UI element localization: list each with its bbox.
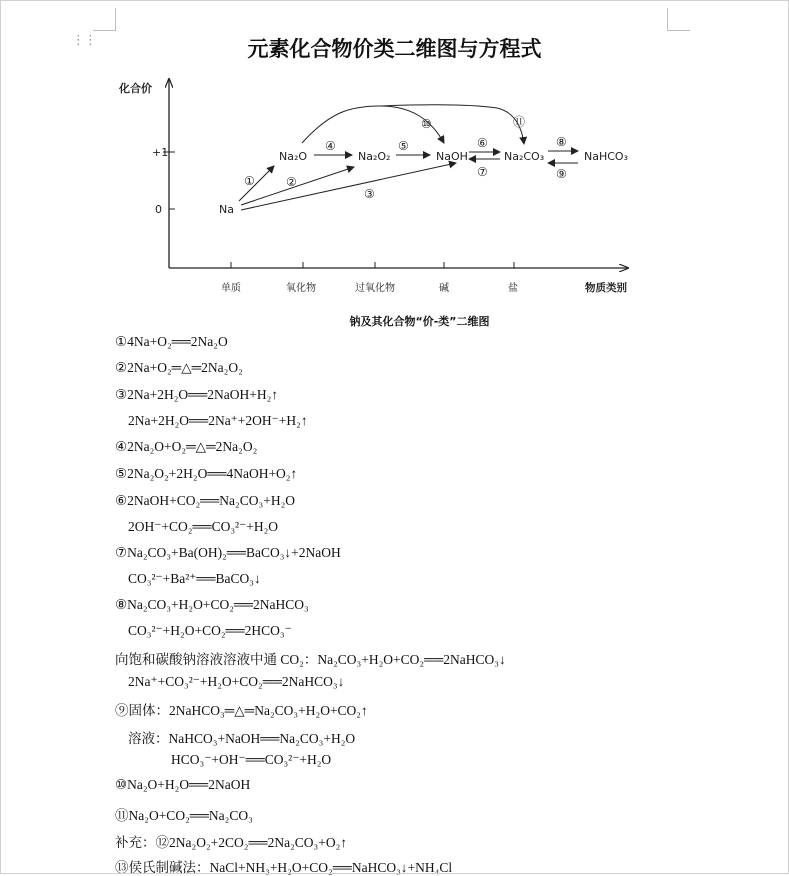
equation-line: HCO₃⁻+OH⁻══CO₃²⁻+H₂O (171, 752, 332, 767)
equation-line: ③2Na+2H₂O══2NaOH+H₂↑ (115, 387, 279, 402)
x-category-label: 盐 (508, 283, 518, 294)
arrow-label-9: ⑨ (556, 167, 567, 181)
y-axis-label: 化合价 (119, 82, 152, 95)
arrow-label-11: ⑪ (513, 115, 526, 129)
equation-line: ⑧Na₂CO₃+H₂O+CO₂══2NaHCO₃ (115, 597, 309, 612)
equation-line: ⑤2Na₂O₂+2H₂O══4NaOH+O₂↑ (115, 466, 298, 481)
y-tick-label-plus1: +1 (152, 146, 169, 159)
arrow-label-7: ⑦ (477, 165, 488, 179)
arrow-2 (241, 167, 354, 205)
equation-line: CO₃²⁻+Ba²⁺══BaCO₃↓ (128, 571, 261, 586)
arrow-label-5: ⑤ (398, 139, 409, 153)
arrow-label-8: ⑧ (556, 135, 567, 149)
equation-line: 2OH⁻+CO₂══CO₃²⁻+H₂O (128, 519, 279, 534)
x-category-label: 单质 (221, 283, 241, 294)
node-na2co3: Na₂CO₃ (504, 150, 545, 163)
page-title: 元素化合物价类二维图与方程式 (247, 36, 542, 61)
equation-line: ④2Na₂O+O₂═△═2Na₂O₂ (115, 439, 258, 454)
node-na2o2: Na₂O₂ (358, 150, 391, 163)
equation-line: ⑪Na₂O+CO₂══Na₂CO₃ (115, 808, 253, 823)
x-category-label: 碱 (439, 283, 449, 294)
drag-handle-icon[interactable]: ⋮⋮ (72, 33, 96, 48)
equation-line: 2Na+2H₂O══2Na⁺+2OH⁻+H₂↑ (128, 413, 308, 428)
arrow-label-6: ⑥ (477, 136, 488, 150)
equation-line: CO₃²⁻+H₂O+CO₂══2HCO₃⁻ (128, 623, 292, 638)
equation-line: ①4Na+O₂══2Na₂O (115, 334, 228, 349)
equation-line: 溶液：NaHCO₃+NaOH══Na₂CO₃+H₂O (128, 731, 356, 746)
arrow-label-2: ② (286, 175, 297, 189)
x-category-label: 过氧化物 (355, 283, 395, 294)
diagram-caption: 钠及其化合物“价-类”二维图 (349, 315, 490, 328)
x-category-label: 氧化物 (286, 283, 316, 294)
y-tick-label-zero: 0 (155, 203, 162, 216)
arrow-3 (241, 163, 456, 210)
valence-class-diagram (0, 0, 789, 320)
arrow-label-3: ③ (364, 187, 375, 201)
node-naoh: NaOH (436, 150, 468, 163)
equation-line: ⑨固体：2NaHCO₃═△═Na₂CO₃+H₂O+CO₂↑ (115, 703, 368, 718)
equation-line: 补充：⑫2Na₂O₂+2CO₂══2Na₂CO₃+O₂↑ (115, 835, 348, 850)
equation-line: ②2Na+O₂═△═2Na₂O₂ (115, 360, 243, 375)
node-nahco3: NaHCO₃ (584, 150, 628, 163)
equation-line: 向饱和碳酸钠溶液溶液中通 CO₂：Na₂CO₃+H₂O+CO₂══2NaHCO₃↓ (115, 652, 506, 667)
x-axis-label: 物质类别 (585, 282, 627, 294)
equation-line: ⑦Na₂CO₃+Ba(OH)₂══BaCO₃↓+2NaOH (115, 545, 341, 560)
equation-line: ⑥2NaOH+CO₂══Na₂CO₃+H₂O (115, 493, 296, 508)
arrow-label-1: ① (244, 174, 255, 188)
equation-line: ⑬侯氏制碱法：NaCl+NH₃+H₂O+CO₂══NaHCO₃↓+NH₄Cl (115, 860, 453, 875)
arrow-label-4: ④ (325, 139, 336, 153)
node-na: Na (219, 203, 234, 216)
arrow-label-10: ⑩ (421, 117, 432, 131)
equation-line: 2Na⁺+CO₃²⁻+H₂O+CO₂══2NaHCO₃↓ (128, 674, 345, 689)
equation-line: ⑩Na₂O+H₂O══2NaOH (115, 777, 251, 792)
node-na2o: Na₂O (279, 150, 308, 163)
